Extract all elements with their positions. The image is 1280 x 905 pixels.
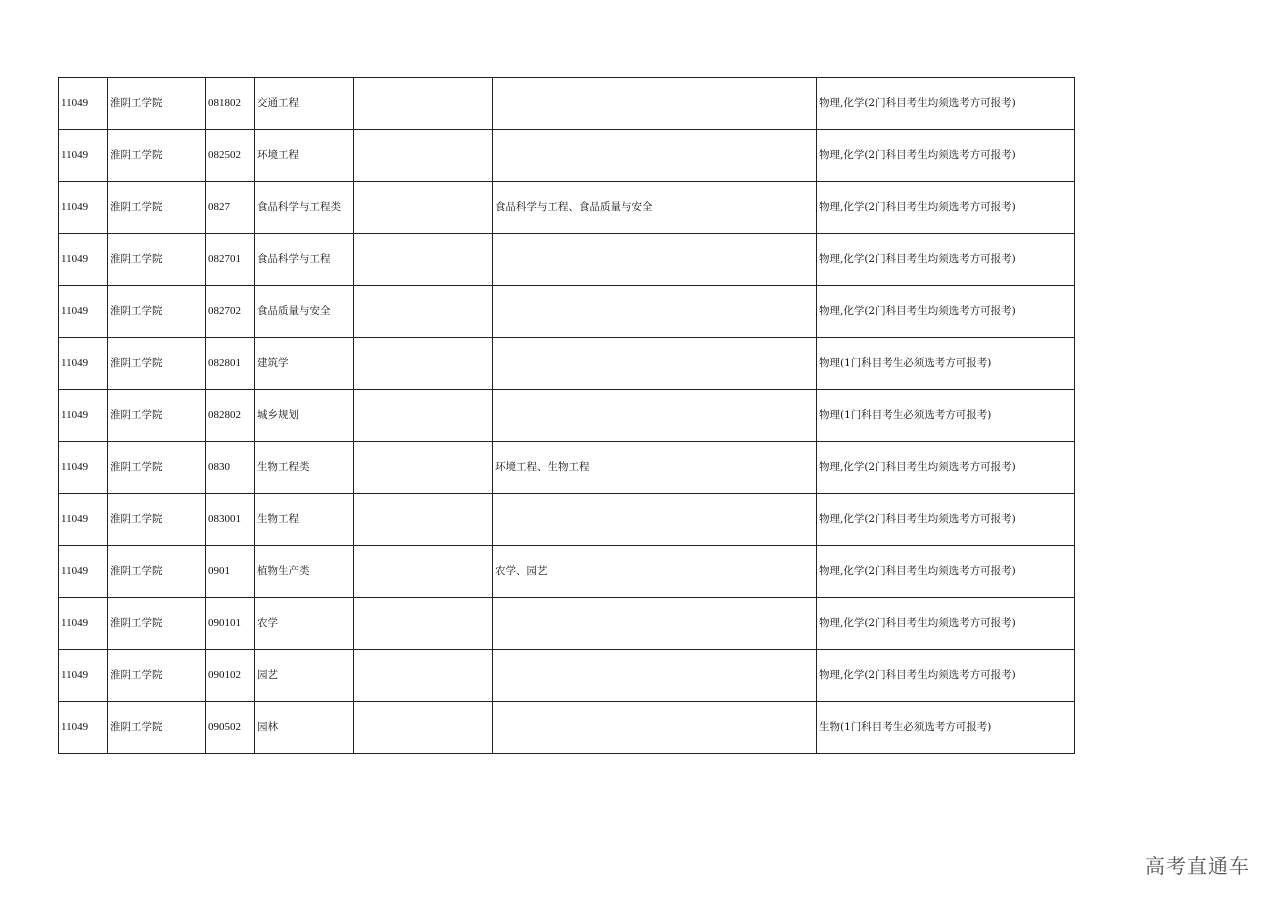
note-cell bbox=[354, 234, 493, 286]
school-code-cell: 11049 bbox=[59, 702, 108, 754]
major-code-cell: 090101 bbox=[206, 598, 255, 650]
school-code-cell: 11049 bbox=[59, 182, 108, 234]
subject-requirement-cell: 物理,化学(2门科目考生均须选考方可报考) bbox=[817, 286, 1075, 338]
major-code-cell: 083001 bbox=[206, 494, 255, 546]
major-code-cell: 081802 bbox=[206, 78, 255, 130]
subject-requirement-cell: 生物(1门科目考生必须选考方可报考) bbox=[817, 702, 1075, 754]
subject-requirement-cell: 物理,化学(2门科目考生均须选考方可报考) bbox=[817, 78, 1075, 130]
school-code-cell: 11049 bbox=[59, 234, 108, 286]
table-row bbox=[59, 234, 1075, 286]
table-row bbox=[59, 286, 1075, 338]
major-name-cell: 园林 bbox=[255, 702, 354, 754]
school-name-cell: 淮阴工学院 bbox=[108, 338, 206, 390]
major-name-cell: 园艺 bbox=[255, 650, 354, 702]
included-majors-cell bbox=[493, 598, 817, 650]
school-name-cell: 淮阴工学院 bbox=[108, 78, 206, 130]
subject-requirement-cell: 物理,化学(2门科目考生均须选考方可报考) bbox=[817, 130, 1075, 182]
note-cell bbox=[354, 78, 493, 130]
table-row bbox=[59, 390, 1075, 442]
school-code-cell: 11049 bbox=[59, 494, 108, 546]
major-name-cell: 食品科学与工程 bbox=[255, 234, 354, 286]
school-name-cell: 淮阴工学院 bbox=[108, 650, 206, 702]
included-majors-cell: 食品科学与工程、食品质量与安全 bbox=[493, 182, 817, 234]
table-row bbox=[59, 78, 1075, 130]
school-name-cell: 淮阴工学院 bbox=[108, 234, 206, 286]
major-code-cell: 082701 bbox=[206, 234, 255, 286]
major-code-cell: 082801 bbox=[206, 338, 255, 390]
table-body bbox=[59, 78, 1075, 754]
major-name-cell: 建筑学 bbox=[255, 338, 354, 390]
major-code-cell: 0901 bbox=[206, 546, 255, 598]
note-cell bbox=[354, 182, 493, 234]
included-majors-cell: 环境工程、生物工程 bbox=[493, 442, 817, 494]
major-name-cell: 生物工程类 bbox=[255, 442, 354, 494]
school-name-cell: 淮阴工学院 bbox=[108, 390, 206, 442]
subject-requirement-cell: 物理,化学(2门科目考生均须选考方可报考) bbox=[817, 442, 1075, 494]
major-name-cell: 交通工程 bbox=[255, 78, 354, 130]
included-majors-cell bbox=[493, 78, 817, 130]
included-majors-cell bbox=[493, 390, 817, 442]
note-cell bbox=[354, 390, 493, 442]
major-name-cell: 植物生产类 bbox=[255, 546, 354, 598]
major-name-cell: 食品质量与安全 bbox=[255, 286, 354, 338]
subject-requirements-table bbox=[58, 77, 1075, 754]
table-row bbox=[59, 494, 1075, 546]
school-name-cell: 淮阴工学院 bbox=[108, 546, 206, 598]
school-code-cell: 11049 bbox=[59, 286, 108, 338]
subject-requirement-cell: 物理,化学(2门科目考生均须选考方可报考) bbox=[817, 546, 1075, 598]
watermark-text: 高考直通车 bbox=[1145, 854, 1250, 878]
subject-requirement-cell: 物理,化学(2门科目考生均须选考方可报考) bbox=[817, 182, 1075, 234]
note-cell bbox=[354, 286, 493, 338]
table-row bbox=[59, 442, 1075, 494]
table-row bbox=[59, 338, 1075, 390]
school-name-cell: 淮阴工学院 bbox=[108, 286, 206, 338]
major-name-cell: 农学 bbox=[255, 598, 354, 650]
included-majors-cell bbox=[493, 234, 817, 286]
school-code-cell: 11049 bbox=[59, 390, 108, 442]
school-code-cell: 11049 bbox=[59, 546, 108, 598]
subject-requirement-cell: 物理,化学(2门科目考生均须选考方可报考) bbox=[817, 650, 1075, 702]
major-code-cell: 082502 bbox=[206, 130, 255, 182]
school-name-cell: 淮阴工学院 bbox=[108, 494, 206, 546]
note-cell bbox=[354, 546, 493, 598]
school-code-cell: 11049 bbox=[59, 442, 108, 494]
school-name-cell: 淮阴工学院 bbox=[108, 442, 206, 494]
table-row bbox=[59, 598, 1075, 650]
major-name-cell: 城乡规划 bbox=[255, 390, 354, 442]
included-majors-cell bbox=[493, 494, 817, 546]
major-name-cell: 环境工程 bbox=[255, 130, 354, 182]
subject-requirement-cell: 物理(1门科目考生必须选考方可报考) bbox=[817, 338, 1075, 390]
table-row bbox=[59, 546, 1075, 598]
note-cell bbox=[354, 702, 493, 754]
school-name-cell: 淮阴工学院 bbox=[108, 598, 206, 650]
note-cell bbox=[354, 338, 493, 390]
major-code-cell: 090502 bbox=[206, 702, 255, 754]
subject-requirement-cell: 物理(1门科目考生必须选考方可报考) bbox=[817, 390, 1075, 442]
included-majors-cell bbox=[493, 650, 817, 702]
major-code-cell: 0830 bbox=[206, 442, 255, 494]
major-code-cell: 0827 bbox=[206, 182, 255, 234]
subject-requirement-cell: 物理,化学(2门科目考生均须选考方可报考) bbox=[817, 494, 1075, 546]
note-cell bbox=[354, 650, 493, 702]
note-cell bbox=[354, 494, 493, 546]
note-cell bbox=[354, 598, 493, 650]
included-majors-cell bbox=[493, 286, 817, 338]
note-cell bbox=[354, 442, 493, 494]
included-majors-cell: 农学、园艺 bbox=[493, 546, 817, 598]
table-row bbox=[59, 702, 1075, 754]
included-majors-cell bbox=[493, 702, 817, 754]
table-row bbox=[59, 130, 1075, 182]
major-code-cell: 082802 bbox=[206, 390, 255, 442]
subject-requirement-cell: 物理,化学(2门科目考生均须选考方可报考) bbox=[817, 598, 1075, 650]
school-code-cell: 11049 bbox=[59, 650, 108, 702]
school-code-cell: 11049 bbox=[59, 130, 108, 182]
table-row bbox=[59, 650, 1075, 702]
major-code-cell: 082702 bbox=[206, 286, 255, 338]
school-code-cell: 11049 bbox=[59, 78, 108, 130]
school-name-cell: 淮阴工学院 bbox=[108, 702, 206, 754]
school-code-cell: 11049 bbox=[59, 598, 108, 650]
major-name-cell: 食品科学与工程类 bbox=[255, 182, 354, 234]
major-name-cell: 生物工程 bbox=[255, 494, 354, 546]
school-code-cell: 11049 bbox=[59, 338, 108, 390]
included-majors-cell bbox=[493, 338, 817, 390]
subject-requirement-cell: 物理,化学(2门科目考生均须选考方可报考) bbox=[817, 234, 1075, 286]
school-name-cell: 淮阴工学院 bbox=[108, 182, 206, 234]
note-cell bbox=[354, 130, 493, 182]
school-name-cell: 淮阴工学院 bbox=[108, 130, 206, 182]
table-row bbox=[59, 182, 1075, 234]
included-majors-cell bbox=[493, 130, 817, 182]
major-code-cell: 090102 bbox=[206, 650, 255, 702]
